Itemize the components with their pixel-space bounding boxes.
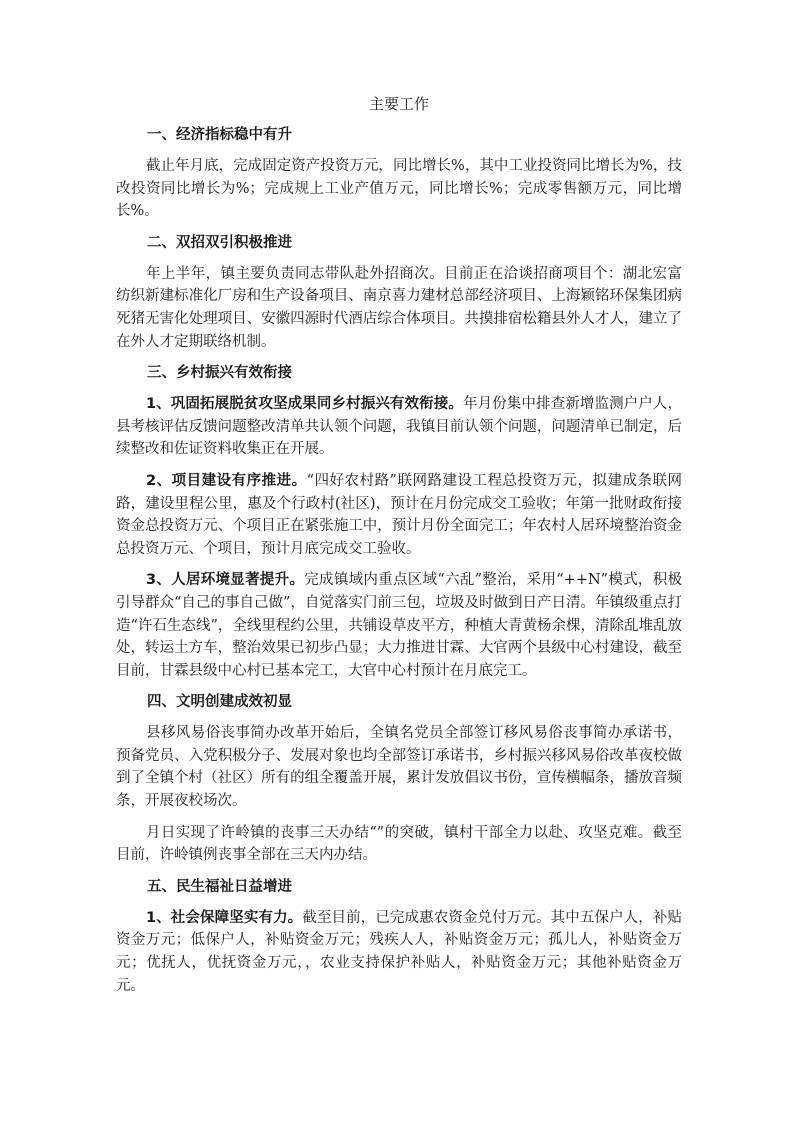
- section-3-paragraph-2: [116, 470, 682, 560]
- section-heading-2: 二、双招双引积极推进: [147, 234, 292, 251]
- paragraph-text: 月日实现了许岭镇的丧事三天办结“”的突破，镇村干部全力以赴、攻坚克难。截至目前，许岭镇例丧事全部在三天内办结。: [116, 824, 682, 864]
- document-page: [116, 92, 682, 1006]
- paragraph-text: 完成镇域内重点区域“六乱”整治，采用“++N”模式，积极引导群众“自己的事自己做”，自觉落实门前三包，垃圾及时做到日产日清。年镇级重点打造“许石生态线”，全线里程约公里，共铺设草皮平方，种植大青黄杨余棵，清除乱堆乱放处，转运土方车，整治效果已初步凸显；大力推进甘霖、大官两个县级中心村建设，截至目前，甘霖县级中心村已基本完工，大官中心村预计在月底完工。: [116, 572, 682, 679]
- paragraph-text: 截至目前，已完成惠农资金兑付万元。其中五保户人，补贴资金万元；低保户人，补贴资金万元；残疾人人，补贴资金万元；孤儿人，补贴资金万元；优抚人，优抚资金万元，，农业支持保护补贴人，补贴资金万元；其他补贴资金万元。: [116, 909, 683, 994]
- section-3-paragraph-1: [116, 393, 682, 461]
- paragraph-lead: 1、社会保障坚实有力。: [146, 909, 303, 926]
- paragraph-lead: 3、人居环境显著提升。: [146, 572, 305, 589]
- section-4-paragraph-1: [116, 722, 682, 812]
- paragraph-lead: 2、项目建设有序推进。: [146, 472, 307, 489]
- paragraph-text: 县移风易俗丧事简办改革开始后，全镇名党员全部签订移风易俗丧事简办承诺书，预备党员、入党积极分子、发展对象也均全部签订承诺书，乡村振兴移风易俗改革夜校做到了全镇个村（社区）所有的组全覆盖开展，累计发放倡议书份，宣传横幅条，播放音频条，开展夜校场次。: [116, 725, 682, 810]
- paragraph-lead: 1、巩固拓展脱贫攻坚成果同乡村振兴有效衔接。: [146, 396, 463, 413]
- section-3-paragraph-3: [116, 569, 682, 682]
- section-4-paragraph-2: [116, 822, 682, 867]
- section-5-paragraph-1: [116, 907, 682, 997]
- section-heading-3: 三、乡村振兴有效衔接: [147, 365, 292, 382]
- paragraph-text: 截止年月底，完成固定资产投资万元，同比增长%，其中工业投资同比增长为%，技改投资同比增长为%；完成规上工业产值万元，同比增长%；完成零售额万元，同比增长%。: [116, 158, 682, 220]
- section-2-paragraph-1: [116, 263, 682, 353]
- section-heading-5: 五、民生福祉日益增进: [147, 878, 292, 895]
- section-heading-4: 四、文明创建成效初显: [147, 694, 292, 711]
- paragraph-text: 年月份集中排查新增监测户户人，县考核评估反馈问题整改清单共认领个问题，我镇目前认领个问题，问题清单已制定，后续整改和佐证资料收集正在开展。: [116, 396, 683, 458]
- document-title: 主要工作: [368, 95, 429, 113]
- section-1-paragraph-1: [116, 155, 682, 223]
- paragraph-text: “四好农村路”联网路建设工程总投资万元，拟建成条联网路，建设里程公里，惠及个行政村(社区)，预计在月份完成交工验收；年第一批财政衔接资金总投资万元、个项目正在紧张施工中，预计月份全面完工；年农村人居环境整治资金总投资万元、个项目，预计月底完成交工验收。: [116, 472, 683, 557]
- paragraph-text: 年上半年，镇主要负责同志带队赴外招商次。目前正在洽谈招商项目个：湖北宏富纺织新建标准化厂房和生产设备项目、南京喜力建材总部经济项目、上海颖铭环保集团病死猪无害化处理项目、安徽四源时代酒店综合体项目。共摸排宿松籍县外人才人，建立了在外人才定期联络机制。: [116, 265, 682, 350]
- section-heading-1: 一、经济指标稳中有升: [147, 127, 292, 143]
